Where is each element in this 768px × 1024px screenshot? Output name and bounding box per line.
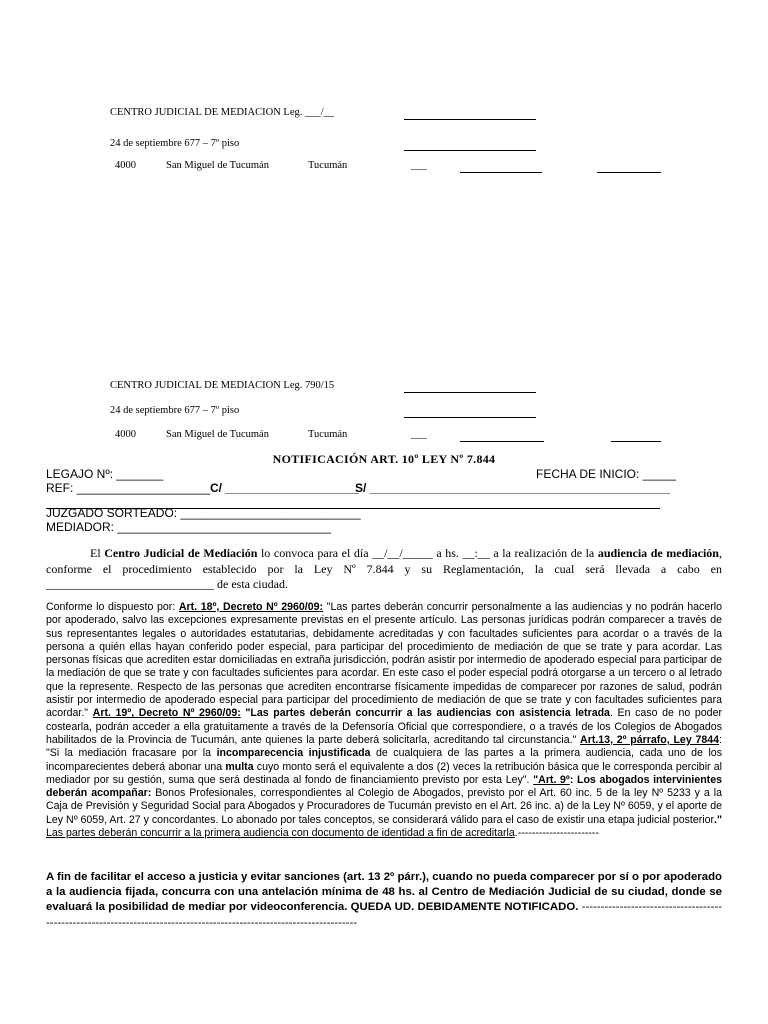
videoconference-notice-paragraph: A fin de facilitar el acceso a justicia y evitar sanciones (art. 13 2º párr.), cuando no pueda comparecer por sí o por apoderado a la audiencia fijada, concurra con una antelación mínima de 48 hs. al Centro de Mediación Judicial de su ciudad, donde se evaluará la posibilidad de mediar por videoconferencia. QUEDA UD. DEBIDAMENTE NOTIFICADO. ----------------------------------------------------------------------------------------------------------------------- [46, 871, 722, 929]
identity-document-notice: Las partes deberán concurrir a la primera audiencia con documento de identidad a fin de acreditarla [46, 827, 515, 840]
legajo-field: LEGAJO Nº: _______ [46, 467, 164, 481]
art-19-reference: Art. 19º, Decreto Nº 2960/09: [92, 707, 241, 720]
header-bottom-blank-short: ___ [411, 429, 427, 440]
header-top-province: Tucumán [308, 160, 348, 171]
legal-provisions-paragraph: Conforme lo dispuesto por: Art. 18º, Decreto Nº 2960/09: "Las partes deberán concurrir personalmente a las audiencias y no podrán hacerlo por apoderado, salvo las excepciones expresamente previstas en el presente artículo. Las personas jurídicas podrán comparecer a través de sus representantes legales o autoridades estatutarias, debidamente acreditadas y con facultades suficientes para acordar o a través de la persona a quién ellas hayan conferido poder especial, para participar del procedimiento de mediación de que se trate y para acordar. Las personas físicas que acrediten estar domiciliadas en extraña jurisdicción, podrán asistir por intermedio de apoderado especial para participar de la mediación de que se trate y con facultades suficientes para acordar. En este caso el poder especial podrá otorgarse a un tercero o al letrado que la represente. Respecto de las personas que acrediten encontrarse físicamente impedidas de comparecer por razones de salud, podrán asistir por intermedio de apoderado especial para participar del procedimiento de mediación de que se trate y con facultades suficientes para acordar." Art. 19º, Decreto Nº 2960/09: "Las partes deberán concurrir a las audiencias con asistencia letrada. En caso de no poder costearla, podrán acceder a ella gratuitamente a través de la Defensoría Oficial que correspondiere, o a través de los Colegios de Abogados habilitados de la Provincia de Tucumán, ante quienes la parte deberá solicitarla, acreditando tal circunstancia." Art.13, 2º párrafo, Ley 7844: "Si la mediación fracasare por la incomparecencia injustificada de cualquiera de las partes a la primera audiencia, cada uno de los incomparecientes deberá abonar una multa cuyo monto será el equivalente a dos (2) veces la retribución básica que le corresponda percibir al mediador por su gestión, suma que será destinada al fondo de financiamiento previsto por esta Ley". "Art. 9º: Los abogados intervinientes deberán acompañar: Bonos Profesionales, correspondientes al Colegio de Abogados, previsto por el Art. 60 inc. 5 de la ley Nº 5233 y a la Caja de Previsión y Seguridad Social para Abogados y Procuradores de Tucumán previsto en el Art. 26 inc. a) de la Ley Nº 6059, y el aporte de Ley Nº 6059, Art. 27 y concordantes. Lo abonado por tales conceptos, se considerará válido para el caso de existir una etapa judicial posterior." Las partes deberán concurrir a la primera audiencia con documento de identidad a fin de acreditarla.----------------------- [46, 601, 723, 840]
sobre-field: S/ _____________________________________________ [355, 481, 670, 495]
header-top-blank-line-3 [460, 172, 542, 173]
header-bottom-postal-code: 4000 [115, 429, 136, 440]
art-13-reference: Art.13, 2º párrafo, Ley 7844 [580, 733, 720, 746]
header-bottom-province: Tucumán [308, 429, 348, 440]
header-bottom-address: 24 de septiembre 677 – 7º piso [110, 405, 240, 416]
header-bottom-blank-line-1 [404, 392, 536, 393]
header-bottom-blank-line-3 [460, 441, 544, 442]
art-9-reference: "Art. 9º [533, 773, 570, 786]
juzgado-sorteado-field: JUZGADO SORTEADO: ___________________________ [46, 506, 361, 520]
art-18-reference: Art. 18º, Decreto Nº 2960/09: [178, 601, 324, 613]
convocation-paragraph: El Centro Judicial de Mediación lo convoca para el día __/__/_____ a hs. __:__ a la realización de la audiencia de mediación, conforme el procedimiento establecido por la Ley Nº 7.844 y su Reglamentación, la cual será llevada a cabo en ____________________________ de esta ciudad. [46, 546, 722, 591]
header-bottom-center-name: CENTRO JUDICIAL DE MEDIACION Leg. 790/15 [110, 380, 335, 391]
contra-field: C/ ____________________ [210, 481, 359, 495]
header-bottom-city: San Miguel de Tucumán [166, 429, 269, 440]
mediador-field: MEDIADOR: ________________________________ [46, 520, 331, 534]
header-top-blank-line-1 [404, 119, 536, 120]
header-top-postal-code: 4000 [115, 160, 136, 171]
fecha-inicio-field: FECHA DE INICIO: _____ [536, 467, 677, 481]
header-top-blank-short: ___ [411, 160, 427, 171]
header-top-blank-line-4 [597, 172, 661, 173]
header-top-address: 24 de septiembre 677 – 7º piso [110, 138, 240, 149]
ref-field: REF: ____________________ [46, 481, 211, 495]
header-bottom-blank-line-2 [404, 417, 536, 418]
document-title: NOTIFICACIÓN ART. 10º LEY Nº 7.844 [272, 452, 496, 466]
header-top-city: San Miguel de Tucumán [166, 160, 269, 171]
header-top-center-name: CENTRO JUDICIAL DE MEDIACION Leg. ___/__ [110, 107, 335, 118]
header-top-blank-line-2 [404, 150, 536, 151]
header-bottom-blank-line-4 [611, 441, 661, 442]
